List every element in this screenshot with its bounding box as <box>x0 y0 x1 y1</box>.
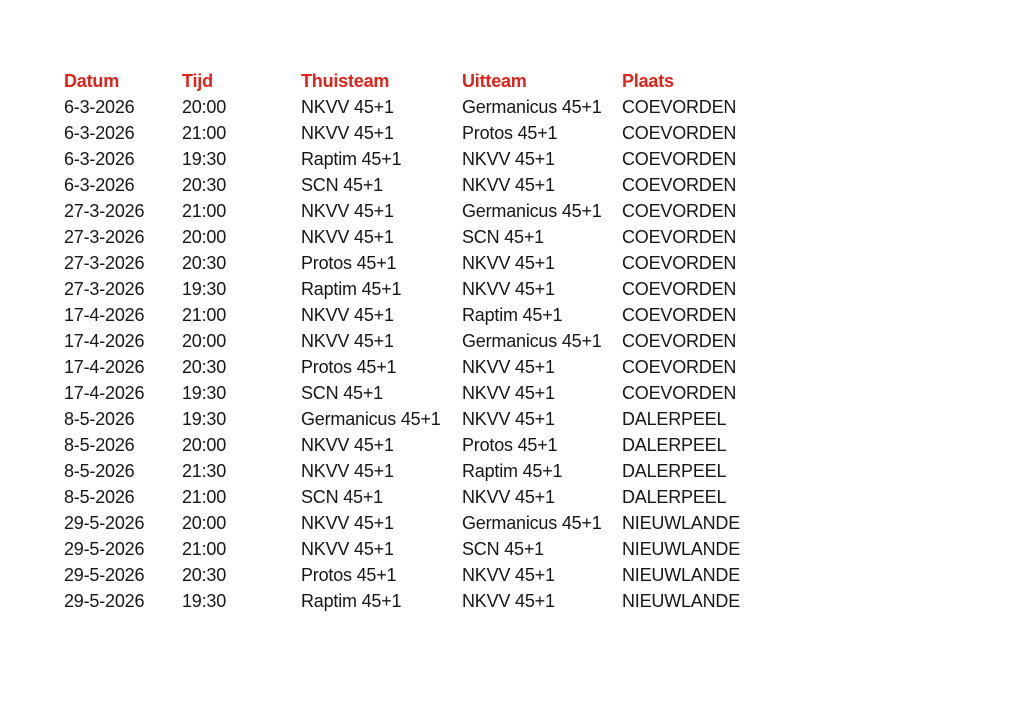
cell-tijd: 20:30 <box>182 175 227 195</box>
cell-plaats: NIEUWLANDE <box>622 539 741 559</box>
cell-tijd: 21:00 <box>182 123 227 143</box>
table-row <box>64 198 762 224</box>
cell-plaats: COEVORDEN <box>622 305 737 325</box>
cell-thuisteam: Protos 45+1 <box>301 253 397 273</box>
cell-datum: 8-5-2026 <box>64 461 135 481</box>
cell-uitteam: NKVV 45+1 <box>462 175 555 195</box>
cell-thuisteam: Germanicus 45+1 <box>301 409 441 429</box>
cell-datum: 27-3-2026 <box>64 201 145 221</box>
cell-thuisteam: NKVV 45+1 <box>301 331 394 351</box>
cell-datum: 6-3-2026 <box>64 97 135 117</box>
cell-tijd: 20:30 <box>182 253 227 273</box>
cell-uitteam: Protos 45+1 <box>462 123 558 143</box>
cell-uitteam: NKVV 45+1 <box>462 279 555 299</box>
cell-datum: 17-4-2026 <box>64 357 145 377</box>
cell-datum: 27-3-2026 <box>64 227 145 247</box>
cell-uitteam: Germanicus 45+1 <box>462 201 602 221</box>
cell-plaats: COEVORDEN <box>622 331 737 351</box>
cell-tijd: 19:30 <box>182 409 227 429</box>
column-header-uitteam: Uitteam <box>462 71 527 91</box>
cell-datum: 8-5-2026 <box>64 487 135 507</box>
column-header-thuisteam: Thuisteam <box>301 71 390 91</box>
cell-plaats: NIEUWLANDE <box>622 513 741 533</box>
cell-plaats: COEVORDEN <box>622 123 737 143</box>
cell-thuisteam: Raptim 45+1 <box>301 149 402 169</box>
cell-thuisteam: Raptim 45+1 <box>301 591 402 611</box>
cell-uitteam: NKVV 45+1 <box>462 591 555 611</box>
cell-thuisteam: NKVV 45+1 <box>301 227 394 247</box>
table-row <box>64 94 762 120</box>
cell-tijd: 20:00 <box>182 435 227 455</box>
cell-plaats: COEVORDEN <box>622 279 737 299</box>
cell-plaats: COEVORDEN <box>622 253 737 273</box>
cell-datum: 29-5-2026 <box>64 591 145 611</box>
cell-datum: 27-3-2026 <box>64 279 145 299</box>
cell-datum: 17-4-2026 <box>64 383 145 403</box>
cell-thuisteam: NKVV 45+1 <box>301 201 394 221</box>
table-row <box>64 354 762 380</box>
cell-uitteam: NKVV 45+1 <box>462 383 555 403</box>
cell-uitteam: NKVV 45+1 <box>462 357 555 377</box>
cell-tijd: 19:30 <box>182 279 227 299</box>
cell-thuisteam: SCN 45+1 <box>301 383 383 403</box>
table-row <box>64 224 762 250</box>
column-header-plaats: Plaats <box>622 71 674 91</box>
table-row <box>64 588 762 614</box>
table-row <box>64 302 762 328</box>
cell-uitteam: SCN 45+1 <box>462 227 544 247</box>
cell-plaats: COEVORDEN <box>622 149 737 169</box>
cell-datum: 8-5-2026 <box>64 435 135 455</box>
cell-uitteam: NKVV 45+1 <box>462 565 555 585</box>
cell-tijd: 19:30 <box>182 149 227 169</box>
table-row <box>64 276 762 302</box>
cell-datum: 27-3-2026 <box>64 253 145 273</box>
table-row <box>64 406 762 432</box>
cell-tijd: 20:30 <box>182 565 227 585</box>
cell-thuisteam: Protos 45+1 <box>301 357 397 377</box>
cell-datum: 6-3-2026 <box>64 175 135 195</box>
cell-thuisteam: SCN 45+1 <box>301 487 383 507</box>
table-row <box>64 328 762 354</box>
cell-datum: 17-4-2026 <box>64 305 145 325</box>
table-row <box>64 172 762 198</box>
cell-tijd: 21:30 <box>182 461 227 481</box>
cell-uitteam: Germanicus 45+1 <box>462 513 602 533</box>
cell-uitteam: NKVV 45+1 <box>462 253 555 273</box>
cell-tijd: 20:30 <box>182 357 227 377</box>
cell-plaats: COEVORDEN <box>622 227 737 247</box>
cell-tijd: 20:00 <box>182 331 227 351</box>
cell-uitteam: Protos 45+1 <box>462 435 558 455</box>
cell-thuisteam: NKVV 45+1 <box>301 97 394 117</box>
cell-thuisteam: NKVV 45+1 <box>301 513 394 533</box>
cell-plaats: NIEUWLANDE <box>622 591 741 611</box>
column-header-tijd: Tijd <box>182 71 213 91</box>
cell-thuisteam: SCN 45+1 <box>301 175 383 195</box>
cell-tijd: 19:30 <box>182 383 227 403</box>
cell-thuisteam: NKVV 45+1 <box>301 461 394 481</box>
cell-plaats: COEVORDEN <box>622 175 737 195</box>
cell-tijd: 19:30 <box>182 591 227 611</box>
cell-datum: 6-3-2026 <box>64 149 135 169</box>
cell-uitteam: Raptim 45+1 <box>462 305 563 325</box>
match-schedule-table <box>64 68 762 614</box>
cell-datum: 6-3-2026 <box>64 123 135 143</box>
table-row <box>64 458 762 484</box>
cell-plaats: COEVORDEN <box>622 201 737 221</box>
cell-thuisteam: Protos 45+1 <box>301 565 397 585</box>
cell-uitteam: Germanicus 45+1 <box>462 97 602 117</box>
cell-datum: 8-5-2026 <box>64 409 135 429</box>
table-row <box>64 120 762 146</box>
cell-uitteam: NKVV 45+1 <box>462 487 555 507</box>
table-row <box>64 146 762 172</box>
table-body <box>64 94 762 614</box>
cell-plaats: DALERPEEL <box>622 435 727 455</box>
cell-thuisteam: NKVV 45+1 <box>301 435 394 455</box>
cell-tijd: 21:00 <box>182 305 227 325</box>
cell-tijd: 21:00 <box>182 487 227 507</box>
cell-plaats: NIEUWLANDE <box>622 565 741 585</box>
table-row <box>64 432 762 458</box>
cell-thuisteam: NKVV 45+1 <box>301 305 394 325</box>
table-row <box>64 484 762 510</box>
cell-thuisteam: NKVV 45+1 <box>301 123 394 143</box>
column-header-datum: Datum <box>64 71 120 91</box>
cell-tijd: 20:00 <box>182 97 227 117</box>
cell-thuisteam: NKVV 45+1 <box>301 539 394 559</box>
cell-uitteam: SCN 45+1 <box>462 539 544 559</box>
cell-uitteam: NKVV 45+1 <box>462 409 555 429</box>
cell-plaats: DALERPEEL <box>622 409 727 429</box>
table-header-row <box>64 68 762 94</box>
table-row <box>64 562 762 588</box>
cell-thuisteam: Raptim 45+1 <box>301 279 402 299</box>
cell-uitteam: Germanicus 45+1 <box>462 331 602 351</box>
cell-uitteam: Raptim 45+1 <box>462 461 563 481</box>
cell-plaats: COEVORDEN <box>622 357 737 377</box>
cell-datum: 17-4-2026 <box>64 331 145 351</box>
cell-plaats: DALERPEEL <box>622 461 727 481</box>
cell-tijd: 20:00 <box>182 227 227 247</box>
table-row <box>64 250 762 276</box>
cell-datum: 29-5-2026 <box>64 513 145 533</box>
cell-datum: 29-5-2026 <box>64 565 145 585</box>
cell-uitteam: NKVV 45+1 <box>462 149 555 169</box>
cell-datum: 29-5-2026 <box>64 539 145 559</box>
cell-plaats: COEVORDEN <box>622 97 737 117</box>
table-row <box>64 536 762 562</box>
table-row <box>64 380 762 406</box>
cell-plaats: DALERPEEL <box>622 487 727 507</box>
cell-plaats: COEVORDEN <box>622 383 737 403</box>
cell-tijd: 21:00 <box>182 539 227 559</box>
cell-tijd: 20:00 <box>182 513 227 533</box>
cell-tijd: 21:00 <box>182 201 227 221</box>
table-row <box>64 510 762 536</box>
